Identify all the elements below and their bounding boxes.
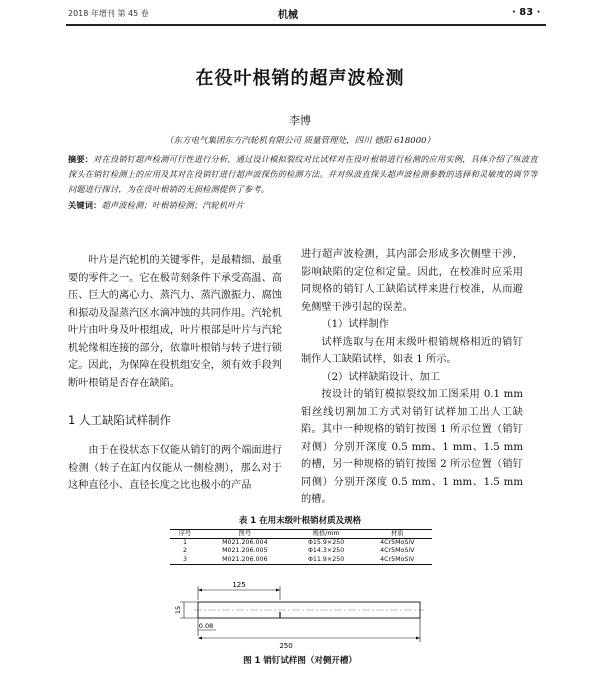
dim-left-label: 15 xyxy=(174,605,182,615)
journal-name: 机械 xyxy=(278,10,298,21)
left-column-section xyxy=(68,442,282,495)
table-header-cell: 规格/mm xyxy=(312,530,340,537)
issue-info: 2018 年增刊 第 45 卷 xyxy=(68,9,149,18)
subsection-text-1: 试样选取与在用末级叶根销规格相近的销钉制作人工缺陷试样，如表 1 所示。 xyxy=(301,336,523,365)
section-paragraph: 由于在役状态下仅能从销钉的两个端面进行检测（转子在缸内仅能从一侧检测），那么对于这种直径小、直径长度之比也极小的产品 xyxy=(68,445,282,491)
table-cell: Φ15.9×250 xyxy=(307,539,345,547)
table-row xyxy=(170,556,432,565)
dim-top-label: 125 xyxy=(232,581,246,589)
table-row xyxy=(170,539,432,548)
table-cell: Φ11.9×250 xyxy=(307,555,345,563)
table-cell: 4Cr5MoSiV xyxy=(380,547,415,555)
arrow-head xyxy=(416,637,420,640)
figure-caption: 图 1 销钉试样图（对侧开槽） xyxy=(243,656,357,666)
table-cell: 3 xyxy=(183,555,188,563)
intro-paragraph: 叶片是汽轮机的关键零件，是最精细、最重要的零件之一。它在极苛刻条件下承受高温、高压、巨大的离心力、蒸汽力、蒸汽激振力、腐蚀和振动及湿蒸汽区水滴冲蚀的共同作用。汽轮机叶片由叶身及叶根组成，叶片根部是叶片与汽轮机轮缘相连接的部分，依靠叶根销与转子进行锁定。因此，为保障在役机组安全，须有效手段判断叶根销是否存在缺陷。 xyxy=(68,255,282,389)
left-column-intro xyxy=(68,252,282,392)
table-cell: 4Cr5MoSiV xyxy=(380,555,415,563)
table-header-cell: 材质 xyxy=(390,530,404,537)
keywords-label: 关键词： xyxy=(68,199,102,210)
abstract-text: 对在役销钉超声检测可行性进行分析，通过设计模拟裂纹对比试样对在役叶根销进行检测的应用实例，具体介绍了纵波直探头在销钉检测上的应用及其对在役销钉进行超声波探伤的检测方法。并对纵波直探头超声波检测参数的选择和灵敏度的调节等问题进行探讨，为在役叶根销的无损检测提供了参考。 xyxy=(68,154,538,195)
keywords-text: 超声波检测；叶根销检测；汽轮机叶片 xyxy=(101,199,245,210)
table-header-cell: 图号 xyxy=(238,530,252,537)
dim-notch-label: 0.08 xyxy=(198,622,214,630)
abstract-label: 摘要： xyxy=(68,154,94,164)
subsection-heading-2: （2）试样缺陷设计、加工 xyxy=(321,371,440,383)
subsection-text-2: 按设计的销钉模拟裂纹加工图采用 0.1 mm 钼丝线切割加工方式对销钉试样加工出人工缺陷。其中一种规格的销钉按图 1 所示位置（销钉对侧）分别开深度 0.5 mm、1 mm、1.5 mm 的槽，另一种规格的销钉按图 2 所示位置（销钉同侧）分别开深度 0.5 mm、1 mm、1.5 mm 的槽。 xyxy=(301,389,523,505)
materials-table xyxy=(170,529,432,565)
affiliation: （东方电气集团东方汽轮机有限公司 质量管理处，四川 德阳 618000） xyxy=(164,136,436,146)
table-caption: 表 1 在用末级叶根销材质及规格 xyxy=(238,516,362,526)
right-column xyxy=(301,246,523,509)
author-name: 李博 xyxy=(289,114,311,127)
subsection-heading-1: （1）试样制作 xyxy=(321,319,389,330)
table-header-row xyxy=(170,530,432,539)
section-heading-1: 1 人工缺陷试样制作 xyxy=(68,413,171,427)
arrow-head xyxy=(276,589,280,592)
abstract-block xyxy=(68,152,546,213)
arrow-head xyxy=(198,637,202,640)
table-row xyxy=(170,547,432,555)
table-cell: M021.206.006 xyxy=(222,555,268,563)
table-cell: 2 xyxy=(183,547,188,555)
page-number: · 83 · xyxy=(512,7,541,18)
table-header-cell: 序号 xyxy=(178,530,192,537)
continued-paragraph: 进行超声波检测，其内部会形成多次侧壁干涉，影响缺陷的定位和定量。因此，在校准时应采用同规格的销钉人工缺陷试样来进行校准，从而避免侧壁干涉引起的误差。 xyxy=(301,249,523,313)
table-cell: M021.206.005 xyxy=(222,547,268,555)
dim-total-label: 250 xyxy=(279,642,293,650)
header-rule xyxy=(66,24,546,26)
table-cell: 1 xyxy=(183,539,188,547)
table-cell: Φ14.3×250 xyxy=(307,547,345,555)
pin-drawing xyxy=(168,578,438,652)
table-cell: M021.206.004 xyxy=(222,539,268,547)
arrow-head xyxy=(198,589,202,592)
article-title: 在役叶根销的超声波检测 xyxy=(195,68,405,89)
table-cell: 4Cr5MoSiV xyxy=(380,539,415,547)
